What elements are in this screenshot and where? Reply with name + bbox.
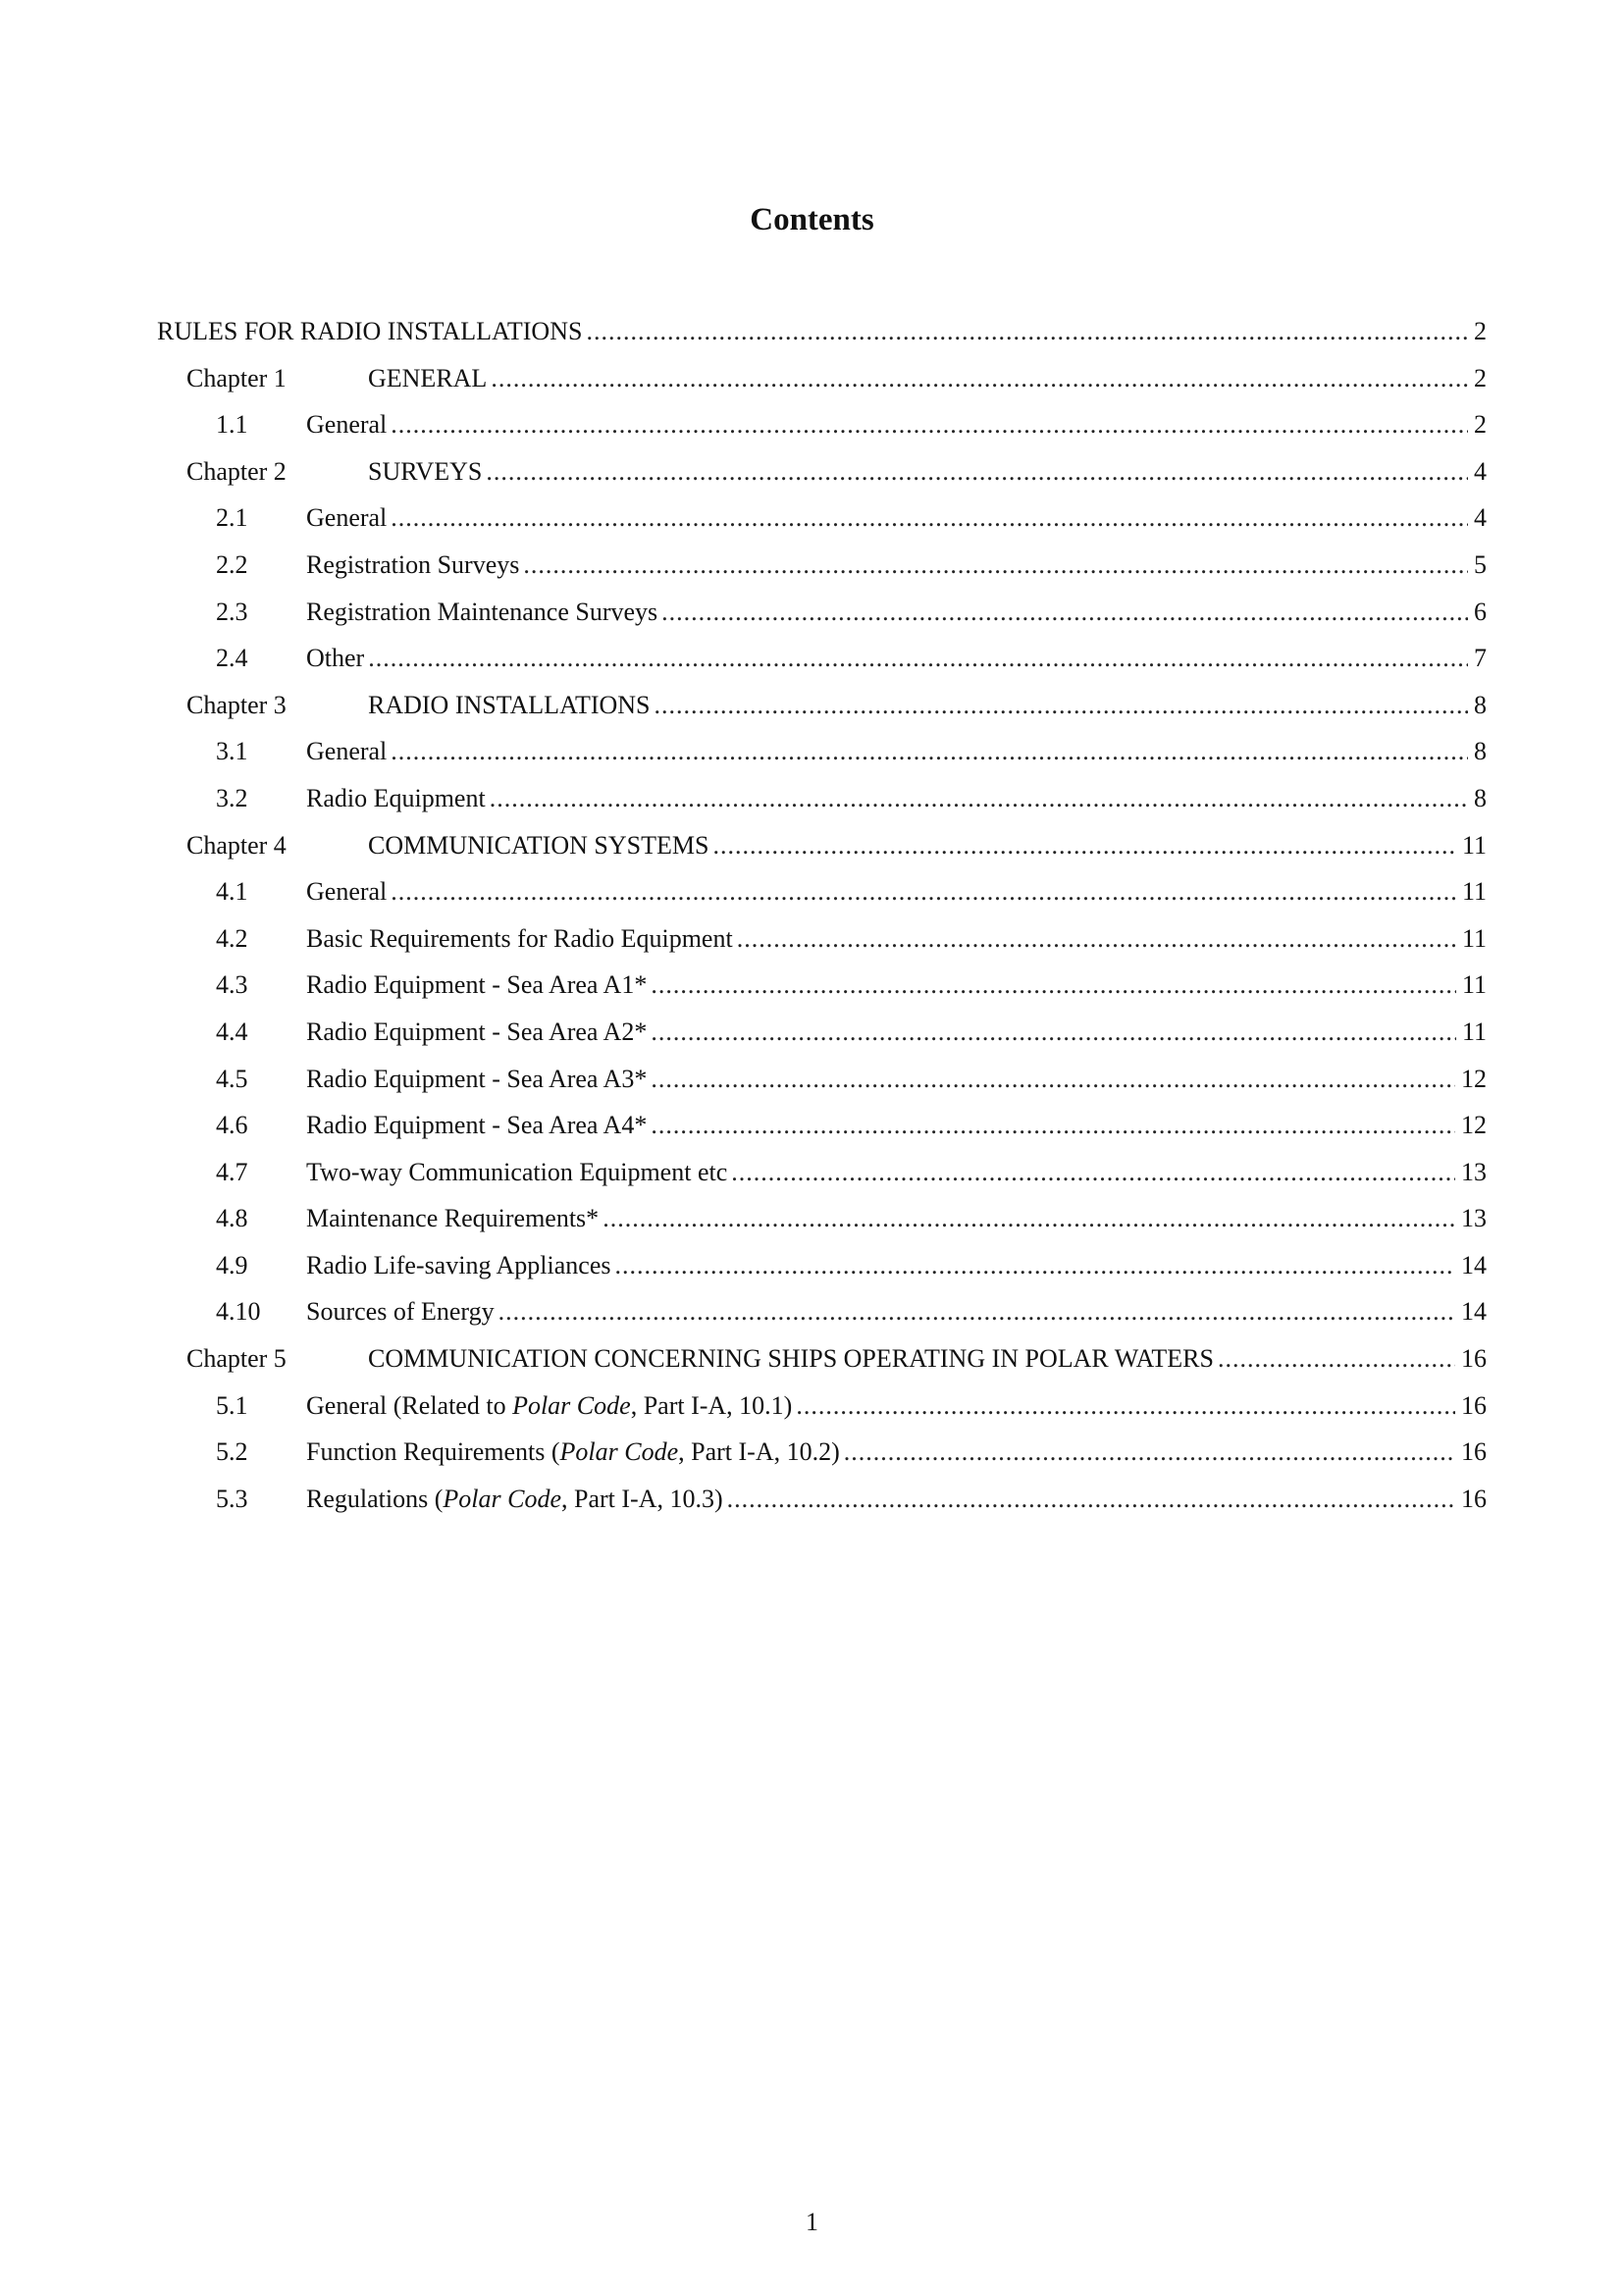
toc-entry-4-4[interactable] [157, 1018, 1487, 1065]
toc-label-italic: Polar Code [443, 1484, 561, 1513]
toc-entry-1-1[interactable] [157, 410, 1487, 457]
toc-entry-number: 3.2 [216, 783, 248, 812]
toc-entry-label: Basic Requirements for Radio Equipment [306, 923, 733, 953]
toc-entry-number: 4.8 [216, 1204, 248, 1233]
toc-entry-4-9[interactable] [157, 1251, 1487, 1298]
toc-label-italic: Polar Code [512, 1390, 631, 1420]
toc-label-text: , Part I-A, 10.2) [678, 1437, 840, 1467]
toc-entry-label: Radio Equipment - Sea Area A1* [306, 970, 648, 1000]
toc-entry-label: Radio Equipment [306, 783, 486, 812]
toc-leader-dots [486, 457, 1468, 487]
toc-leader-dots [490, 784, 1468, 813]
toc-entry-2-2[interactable] [157, 550, 1487, 598]
toc-label-text: , Part I-A, 10.3) [560, 1484, 723, 1513]
toc-entry-number: 2.2 [216, 549, 248, 579]
toc-leader-dots [614, 1251, 1455, 1280]
toc-entry-page: 2 [1474, 317, 1487, 345]
toc-leader-dots [651, 1065, 1455, 1094]
toc-entry-4-6[interactable] [157, 1111, 1487, 1158]
toc-entry-label: Registration Surveys [306, 549, 520, 579]
toc-entry-page: 11 [1461, 923, 1487, 953]
toc-leader-dots [391, 737, 1468, 766]
toc-entry-number: 4.5 [216, 1064, 248, 1093]
toc-entry-page: 4 [1474, 503, 1487, 533]
toc-leader-dots [391, 503, 1468, 533]
toc-entry-label: Two-way Communication Equipment etc [306, 1157, 728, 1186]
toc-entry-number: 2.1 [216, 503, 248, 533]
toc-entry-page: 2 [1474, 410, 1487, 440]
toc-entry-number: Chapter 3 [186, 690, 287, 719]
toc-entry-page: 11 [1461, 970, 1487, 1000]
toc-entry-label: General [306, 503, 388, 533]
toc-entry-label: General [306, 737, 388, 766]
toc-leader-dots [844, 1437, 1455, 1467]
toc-entry-chapter-5[interactable] [157, 1344, 1487, 1391]
toc-entry-page: 2 [1474, 363, 1487, 392]
toc-entry-rules[interactable] [157, 317, 1487, 364]
toc-entry-2-3[interactable] [157, 598, 1487, 645]
toc-entry-label: GENERAL [368, 363, 488, 392]
toc-entry-4-3[interactable] [157, 970, 1487, 1018]
toc-entry-5-2[interactable] [157, 1437, 1487, 1485]
toc-entry-3-1[interactable] [157, 737, 1487, 784]
toc-entry-label: COMMUNICATION SYSTEMS [368, 830, 709, 860]
table-of-contents [157, 317, 1487, 1531]
toc-entry-chapter-4[interactable] [157, 831, 1487, 878]
toc-label-text: , Part I-A, 10.1) [630, 1390, 793, 1420]
toc-entry-number: 4.1 [216, 877, 248, 907]
toc-entry-5-1[interactable] [157, 1391, 1487, 1438]
toc-label-text: General (Related to [306, 1390, 513, 1420]
toc-entry-page: 12 [1461, 1064, 1487, 1093]
toc-entry-label: Radio Life-saving Appliances [306, 1250, 611, 1279]
toc-entry-label: Other [306, 644, 365, 673]
page-title: Contents [750, 202, 874, 237]
toc-entry-page: 11 [1461, 877, 1487, 907]
toc-entry-3-2[interactable] [157, 784, 1487, 831]
page-number: 1 [806, 2208, 818, 2236]
toc-entry-label: Radio Equipment - Sea Area A4* [306, 1111, 648, 1140]
toc-label-italic: Polar Code [559, 1437, 679, 1467]
toc-entry-number: 5.3 [216, 1484, 248, 1513]
toc-entry-number: 4.4 [216, 1017, 248, 1046]
toc-entry-4-5[interactable] [157, 1065, 1487, 1112]
toc-leader-dots [651, 970, 1456, 1000]
toc-leader-dots [796, 1391, 1455, 1421]
toc-entry-page: 16 [1461, 1344, 1487, 1374]
toc-entry-page: 8 [1474, 690, 1487, 719]
toc-entry-number: 4.7 [216, 1157, 248, 1186]
toc-entry-number: 1.1 [216, 410, 248, 440]
toc-entry-page: 14 [1461, 1297, 1487, 1327]
toc-leader-dots [602, 1204, 1455, 1233]
toc-entry-label [306, 1437, 840, 1467]
toc-entry-4-8[interactable] [157, 1204, 1487, 1251]
toc-entry-page: 4 [1474, 456, 1487, 486]
toc-leader-dots [1218, 1344, 1455, 1374]
toc-entry-label: RADIO INSTALLATIONS [368, 690, 651, 719]
toc-entry-page: 8 [1474, 783, 1487, 812]
toc-entry-label: COMMUNICATION CONCERNING SHIPS OPERATING IN POLAR WATERS [368, 1344, 1214, 1374]
toc-entry-page: 6 [1474, 597, 1487, 626]
toc-entry-page: 7 [1474, 644, 1487, 673]
toc-entry-number: Chapter 5 [186, 1344, 287, 1374]
toc-entry-chapter-3[interactable] [157, 691, 1487, 738]
toc-entry-chapter-2[interactable] [157, 457, 1487, 504]
toc-entry-page: 16 [1461, 1437, 1487, 1467]
toc-leader-dots [727, 1485, 1455, 1514]
toc-entry-number: 4.3 [216, 970, 248, 1000]
toc-entry-2-1[interactable] [157, 503, 1487, 550]
toc-entry-label: RULES FOR RADIO INSTALLATIONS [157, 317, 583, 345]
toc-leader-dots [368, 644, 1468, 673]
toc-leader-dots [391, 410, 1468, 440]
toc-entry-page: 14 [1461, 1250, 1487, 1279]
toc-entry-label: General [306, 410, 388, 440]
toc-leader-dots [651, 1018, 1456, 1047]
toc-entry-5-3[interactable] [157, 1485, 1487, 1532]
toc-entry-label [306, 1485, 723, 1514]
toc-leader-dots [661, 598, 1468, 627]
toc-entry-4-2[interactable] [157, 924, 1487, 971]
toc-leader-dots [731, 1158, 1455, 1187]
toc-entry-number: 4.2 [216, 923, 248, 953]
toc-entry-page: 11 [1461, 830, 1487, 860]
toc-entry-label: Radio Equipment - Sea Area A3* [306, 1064, 648, 1093]
toc-entry-number: 4.10 [216, 1297, 261, 1327]
toc-entry-number: Chapter 4 [186, 830, 287, 860]
toc-entry-number: 5.2 [216, 1437, 248, 1467]
toc-entry-page: 16 [1461, 1390, 1487, 1420]
toc-entry-label: SURVEYS [368, 456, 483, 486]
toc-entry-2-4[interactable] [157, 644, 1487, 691]
toc-label-text: Function Requirements ( [306, 1437, 560, 1467]
toc-entry-4-1[interactable] [157, 877, 1487, 924]
toc-entry-page: 13 [1461, 1204, 1487, 1233]
toc-leader-dots [523, 550, 1468, 580]
toc-leader-dots [651, 1111, 1455, 1140]
toc-entry-page: 5 [1474, 549, 1487, 579]
toc-entry-page: 8 [1474, 737, 1487, 766]
toc-entry-page: 13 [1461, 1157, 1487, 1186]
toc-entry-label: Sources of Energy [306, 1297, 495, 1327]
toc-leader-dots [586, 317, 1468, 346]
toc-entry-4-7[interactable] [157, 1158, 1487, 1205]
toc-entry-label [306, 1391, 792, 1421]
toc-entry-number: 4.9 [216, 1250, 248, 1279]
toc-leader-dots [737, 924, 1456, 954]
toc-entry-label: General [306, 877, 388, 907]
toc-entry-number: 3.1 [216, 737, 248, 766]
toc-entry-number: 4.6 [216, 1111, 248, 1140]
toc-entry-label: Maintenance Requirements* [306, 1204, 600, 1233]
toc-entry-chapter-1[interactable] [157, 364, 1487, 411]
toc-entry-number: 5.1 [216, 1390, 248, 1420]
toc-entry-page: 12 [1461, 1111, 1487, 1140]
toc-entry-label: Registration Maintenance Surveys [306, 597, 658, 626]
toc-leader-dots [712, 831, 1456, 861]
toc-label-text: Regulations ( [306, 1484, 444, 1513]
toc-leader-dots [498, 1297, 1455, 1327]
toc-entry-number: Chapter 1 [186, 363, 287, 392]
toc-leader-dots [655, 691, 1468, 720]
toc-entry-number: 2.3 [216, 597, 248, 626]
toc-entry-page: 16 [1461, 1484, 1487, 1513]
toc-entry-number: 2.4 [216, 644, 248, 673]
toc-entry-4-10[interactable] [157, 1297, 1487, 1344]
toc-leader-dots [491, 364, 1468, 393]
toc-entry-number: Chapter 2 [186, 456, 287, 486]
toc-entry-label: Radio Equipment - Sea Area A2* [306, 1017, 648, 1046]
toc-leader-dots [391, 877, 1456, 907]
toc-entry-page: 11 [1461, 1017, 1487, 1046]
